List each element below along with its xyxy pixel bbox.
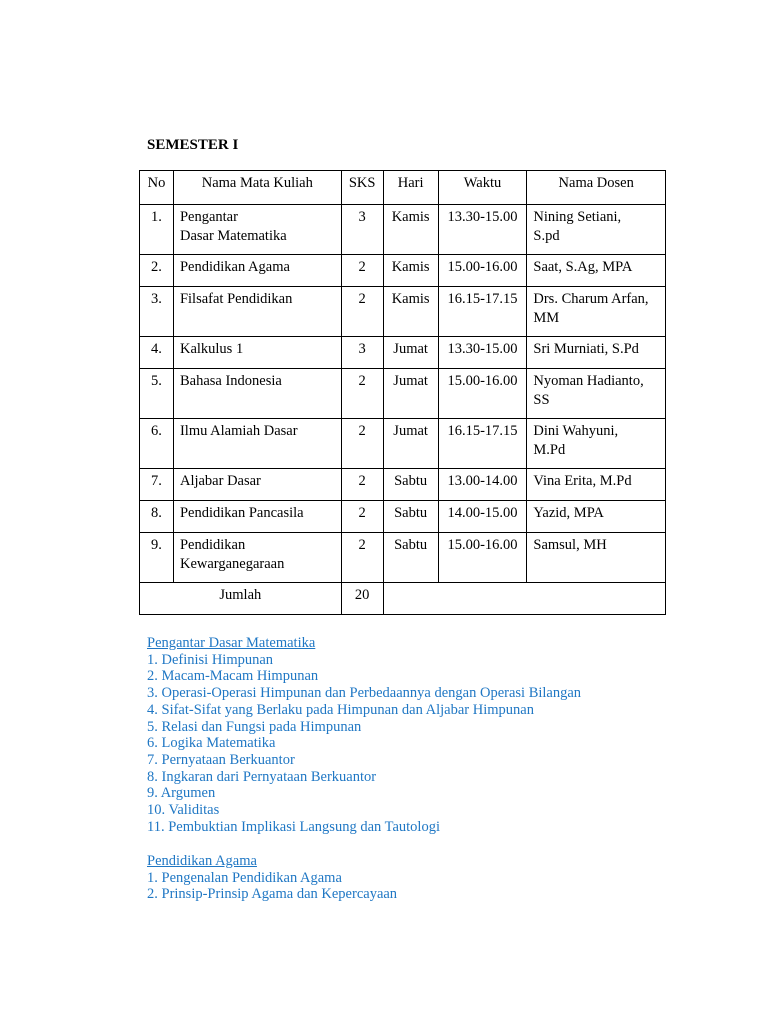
total-row: [140, 583, 666, 615]
syllabus-title-link[interactable]: Pengantar Dasar Matematika: [147, 635, 316, 651]
cell-course-name-line: Kalkulus 1: [179, 341, 244, 357]
cell-time: 13.30-15.00: [438, 205, 527, 255]
cell-sks: 2: [341, 255, 383, 287]
cell-lecturer: [527, 501, 666, 533]
cell-lecturer-line: Yazid, MPA: [533, 505, 604, 521]
cell-sks: 2: [341, 501, 383, 533]
cell-time: 13.30-15.00: [438, 337, 527, 369]
cell-lecturer-line: Sri Murniati, S.Pd: [533, 341, 639, 357]
cell-course-name-line: Filsafat Pendidikan: [179, 291, 293, 307]
cell-sks: 2: [341, 419, 383, 469]
cell-no: 1.: [140, 205, 174, 255]
table-row: [140, 369, 666, 419]
cell-lecturer-line: Samsul, MH: [533, 537, 607, 553]
cell-lecturer-line: MM: [533, 310, 560, 326]
cell-sks: 3: [341, 337, 383, 369]
cell-course-name: [173, 205, 341, 255]
cell-lecturer: [527, 369, 666, 419]
cell-no: 4.: [140, 337, 174, 369]
syllabus-topic: 6. Logika Matematika: [147, 735, 276, 752]
header-no: No: [140, 171, 174, 205]
cell-sks: 2: [341, 469, 383, 501]
cell-lecturer-line: M.Pd: [533, 442, 566, 458]
cell-course-name-line: Pendidikan: [179, 537, 246, 553]
cell-no: 9.: [140, 533, 174, 583]
cell-lecturer-line: Vina Erita, M.Pd: [533, 473, 632, 489]
total-empty-cell: [383, 583, 665, 615]
cell-lecturer-line: S.pd: [533, 228, 560, 244]
syllabus-topic: 2. Prinsip-Prinsip Agama dan Kepercayaan: [147, 886, 398, 903]
table-row: [140, 337, 666, 369]
semester-heading: SEMESTER I: [147, 137, 239, 153]
cell-course-name-line: Aljabar Dasar: [179, 473, 261, 489]
syllabus-section-religion: [147, 853, 397, 903]
cell-course-name: [173, 369, 341, 419]
cell-day: Kamis: [383, 287, 438, 337]
cell-sks: 2: [341, 369, 383, 419]
cell-lecturer-line: Drs. Charum Arfan,: [533, 291, 649, 307]
course-schedule-table: [139, 170, 666, 615]
cell-lecturer-line: SS: [533, 392, 550, 408]
syllabus-topic: 1. Definisi Himpunan: [147, 651, 274, 668]
cell-course-name: [173, 533, 341, 583]
cell-course-name-line: Dasar Matematika: [179, 228, 287, 244]
syllabus-topic: 8. Ingkaran dari Pernyataan Berkuantor: [147, 768, 377, 785]
table-row: [140, 419, 666, 469]
table-body: [140, 205, 666, 583]
cell-course-name-line: Pengantar: [179, 209, 238, 225]
cell-lecturer-line: Nining Setiani,: [533, 209, 622, 225]
syllabus-topic: 4. Sifat-Sifat yang Berlaku pada Himpunan dan Aljabar Himpunan: [147, 701, 534, 718]
cell-day: Sabtu: [383, 469, 438, 501]
cell-day: Kamis: [383, 205, 438, 255]
cell-time: 15.00-16.00: [438, 369, 527, 419]
cell-lecturer-line: Nyoman Hadianto,: [533, 373, 644, 389]
table-row: [140, 287, 666, 337]
header-day: Hari: [383, 171, 438, 205]
cell-day: Jumat: [383, 337, 438, 369]
cell-course-name-line: Pendidikan Pancasila: [179, 505, 304, 521]
cell-time: 16.15-17.15: [438, 419, 527, 469]
syllabus-topic: 10. Validitas: [147, 802, 220, 819]
cell-course-name: [173, 287, 341, 337]
table-row: [140, 533, 666, 583]
cell-no: 7.: [140, 469, 174, 501]
header-sks: SKS: [341, 171, 383, 205]
table-row: [140, 255, 666, 287]
cell-lecturer: [527, 287, 666, 337]
cell-course-name-line: Pendidikan Agama: [179, 259, 290, 275]
syllabus-topic: 3. Operasi-Operasi Himpunan dan Perbedaannya dengan Operasi Bilangan: [147, 685, 582, 702]
cell-course-name-line: Bahasa Indonesia: [179, 373, 282, 389]
total-sks: 20: [341, 583, 383, 615]
cell-no: 5.: [140, 369, 174, 419]
cell-lecturer: [527, 533, 666, 583]
cell-no: 6.: [140, 419, 174, 469]
cell-time: 13.00-14.00: [438, 469, 527, 501]
cell-no: 3.: [140, 287, 174, 337]
cell-course-name-line: Ilmu Alamiah Dasar: [179, 423, 298, 439]
cell-time: 14.00-15.00: [438, 501, 527, 533]
cell-lecturer: [527, 255, 666, 287]
cell-lecturer: [527, 205, 666, 255]
syllabus-topic: 9. Argumen: [147, 785, 216, 802]
header-course-name: Nama Mata Kuliah: [173, 171, 341, 205]
table-row: [140, 205, 666, 255]
total-label: Jumlah: [140, 583, 342, 615]
cell-day: Kamis: [383, 255, 438, 287]
syllabus-topic: 1. Pengenalan Pendidikan Agama: [147, 869, 342, 886]
syllabus-topic: 11. Pembuktian Implikasi Langsung dan Tautologi: [147, 818, 440, 835]
cell-sks: 3: [341, 205, 383, 255]
cell-sks: 2: [341, 287, 383, 337]
cell-time: 15.00-16.00: [438, 255, 527, 287]
syllabus-section-math: [147, 635, 581, 835]
cell-course-name: [173, 469, 341, 501]
cell-course-name: [173, 255, 341, 287]
cell-course-name-line: Kewarganegaraan: [179, 556, 285, 572]
table-row: [140, 501, 666, 533]
table-header-row: [140, 171, 666, 205]
cell-time: 15.00-16.00: [438, 533, 527, 583]
syllabus-topic: 5. Relasi dan Fungsi pada Himpunan: [147, 718, 362, 735]
cell-day: Sabtu: [383, 533, 438, 583]
header-lecturer: Nama Dosen: [527, 171, 666, 205]
cell-no: 8.: [140, 501, 174, 533]
cell-lecturer: [527, 469, 666, 501]
syllabus-title-link[interactable]: Pendidikan Agama: [147, 853, 257, 869]
cell-course-name: [173, 501, 341, 533]
cell-day: Sabtu: [383, 501, 438, 533]
cell-time: 16.15-17.15: [438, 287, 527, 337]
cell-lecturer-line: Dini Wahyuni,: [533, 423, 619, 439]
cell-course-name: [173, 419, 341, 469]
cell-sks: 2: [341, 533, 383, 583]
cell-day: Jumat: [383, 369, 438, 419]
cell-day: Jumat: [383, 419, 438, 469]
table-row: [140, 469, 666, 501]
header-time: Waktu: [438, 171, 527, 205]
syllabus-topic: 2. Macam-Macam Himpunan: [147, 668, 319, 685]
cell-lecturer-line: Saat, S.Ag, MPA: [533, 259, 633, 275]
cell-lecturer: [527, 337, 666, 369]
cell-no: 2.: [140, 255, 174, 287]
syllabus-topic: 7. Pernyataan Berkuantor: [147, 751, 295, 768]
cell-lecturer: [527, 419, 666, 469]
cell-course-name: [173, 337, 341, 369]
